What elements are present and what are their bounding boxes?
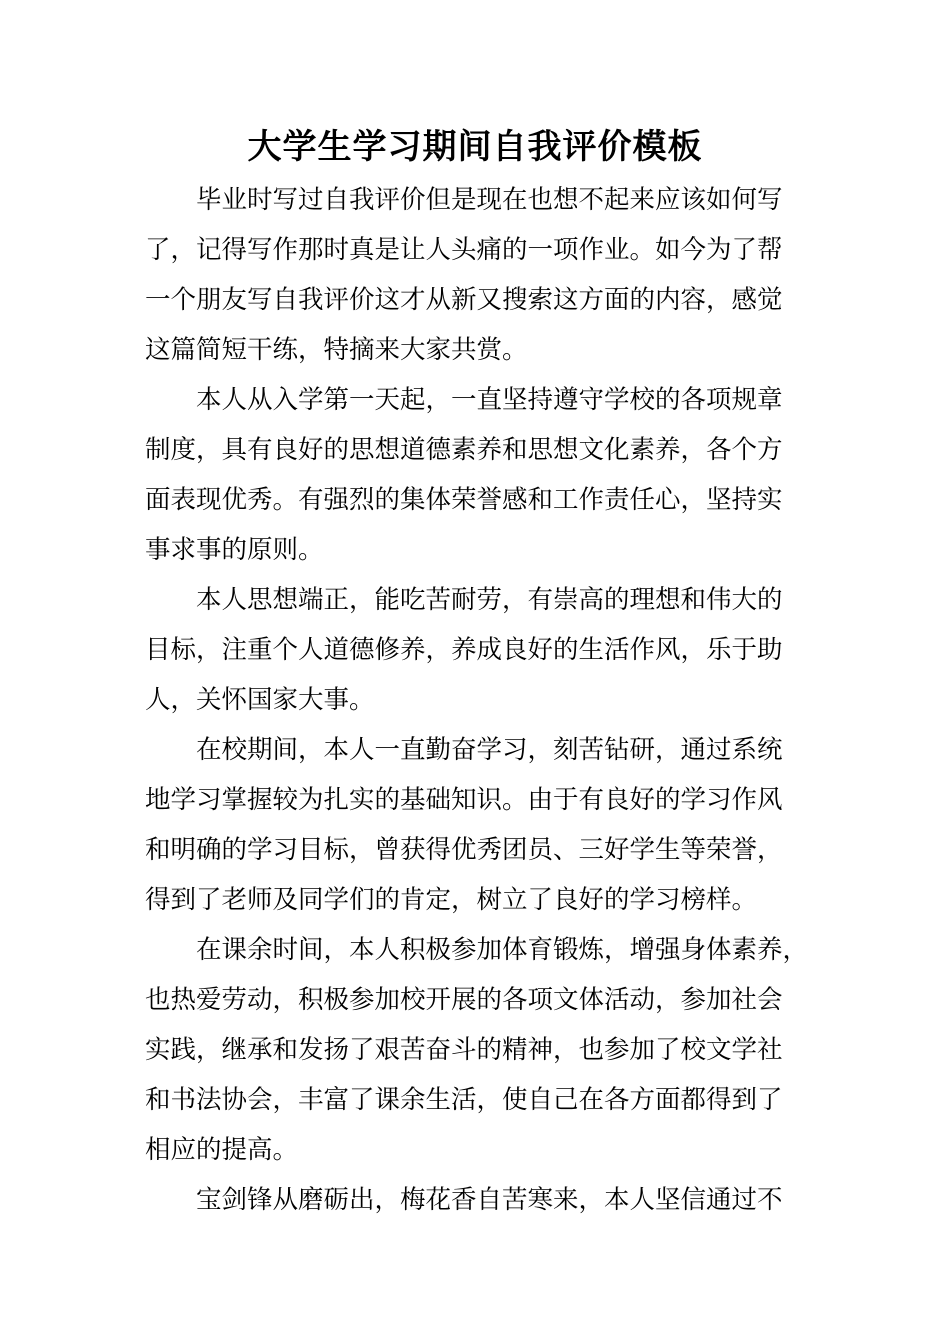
paragraph-line: 毕业时写过自我评价但是现在也想不起来应该如何写	[145, 185, 783, 215]
paragraph-line: 事求事的原则。	[145, 535, 324, 565]
paragraph	[145, 375, 835, 575]
paragraph	[145, 1175, 835, 1225]
paragraph-line: 目标，注重个人道德修养，养成良好的生活作风，乐于助	[145, 635, 783, 665]
paragraph-line: 了，记得写作那时真是让人头痛的一项作业。如今为了帮	[145, 235, 783, 265]
paragraph-line: 一个朋友写自我评价这才从新又搜索这方面的内容，感觉	[145, 285, 783, 315]
paragraph-line: 相应的提高。	[145, 1135, 299, 1165]
document-body	[145, 175, 835, 1225]
paragraph	[145, 925, 835, 1175]
paragraph-line: 制度，具有良好的思想道德素养和思想文化素养，各个方	[145, 435, 783, 465]
paragraph-line: 人，关怀国家大事。	[145, 685, 375, 715]
paragraph	[145, 725, 835, 925]
paragraph-line: 实践，继承和发扬了艰苦奋斗的精神，也参加了校文学社	[145, 1035, 783, 1065]
document-title: 大学生学习期间自我评价模板	[247, 127, 703, 167]
paragraph-line: 地学习掌握较为扎实的基础知识。由于有良好的学习作风	[145, 785, 783, 815]
paragraph-line: 得到了老师及同学们的肯定，树立了良好的学习榜样。	[145, 885, 758, 915]
paragraph-line: 也热爱劳动，积极参加校开展的各项文体活动，参加社会	[145, 985, 783, 1015]
paragraph-line: 宝剑锋从磨砺出，梅花香自苦寒来，本人坚信通过不	[145, 1185, 783, 1215]
paragraph-line: 和书法协会，丰富了课余生活，使自己在各方面都得到了	[145, 1085, 783, 1115]
paragraph	[145, 575, 835, 725]
paragraph-line: 这篇简短干练，特摘来大家共赏。	[145, 335, 528, 365]
paragraph	[145, 175, 835, 375]
paragraph-line: 本人思想端正，能吃苦耐劳，有崇高的理想和伟大的	[145, 585, 783, 615]
paragraph-line: 在校期间，本人一直勤奋学习，刻苦钻研，通过系统	[145, 735, 783, 765]
paragraph-line: 和明确的学习目标，曾获得优秀团员、三好学生等荣誉，	[145, 835, 783, 865]
paragraph-line: 在课余时间，本人积极参加体育锻炼，增强身体素养，	[145, 935, 809, 965]
paragraph-line: 本人从入学第一天起，一直坚持遵守学校的各项规章	[145, 385, 783, 415]
paragraph-line: 面表现优秀。有强烈的集体荣誉感和工作责任心，坚持实	[145, 485, 783, 515]
